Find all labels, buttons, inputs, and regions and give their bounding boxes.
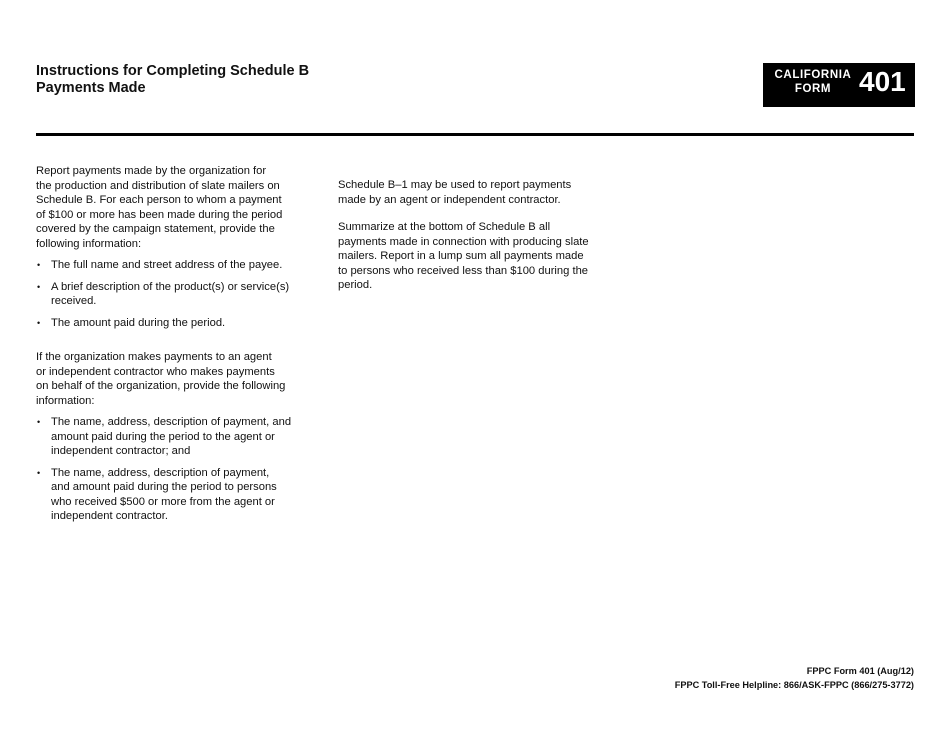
- summary-line: period.: [338, 279, 373, 291]
- schedule-b1-paragraph: [338, 178, 628, 207]
- intro-paragraph: [36, 164, 326, 251]
- bullet-line: independent contractor; and: [51, 445, 191, 457]
- right-column: [338, 178, 628, 293]
- bullet-dot: •: [37, 467, 41, 478]
- header-divider: [36, 133, 914, 136]
- form-number-badge: [763, 63, 915, 107]
- agent-line: on behalf of the organization, provide the following: [36, 380, 286, 392]
- intro-line: covered by the campaign statement, provide the: [36, 223, 275, 235]
- page-footer: [675, 664, 914, 692]
- intro-line: following information:: [36, 237, 142, 250]
- bullet-item: [36, 316, 326, 331]
- bullet-item: [36, 258, 326, 273]
- bullet-item: [36, 280, 326, 309]
- form-label-line-2: FORM: [794, 83, 832, 95]
- summary-line: to persons who received less than $100 during the: [338, 264, 589, 277]
- bullet-dot: •: [37, 260, 41, 270]
- bullet-line: The amount paid during the period.: [51, 316, 226, 329]
- agent-line: information:: [36, 394, 95, 407]
- form-version: FPPC Form 401 (Aug/12): [806, 666, 914, 676]
- intro-line: Report payments made by the organization for: [36, 165, 267, 177]
- form-label: [768, 68, 858, 96]
- summary-line: mailers. Report in a lump sum all payments made: [338, 250, 584, 262]
- summary-line: Summarize at the bottom of Schedule B all: [338, 221, 551, 233]
- bullet-line: The full name and street address of the payee.: [51, 259, 283, 271]
- schedule-b1-line: made by an agent or independent contractor.: [338, 193, 561, 206]
- bullet-line: and amount paid during the period to persons: [51, 481, 277, 493]
- agent-line: If the organization makes payments to an agent: [36, 351, 272, 363]
- helpline: FPPC Toll-Free Helpline: 866/ASK-FPPC (866/275-3772): [674, 680, 914, 690]
- bullet-line: independent contractor.: [51, 510, 168, 522]
- bullet-line: received.: [51, 295, 97, 307]
- bullet-dot: •: [37, 281, 41, 292]
- intro-line: the production and distribution of slate mailers on: [36, 179, 280, 192]
- intro-line: Schedule B. For each person to whom a payment: [36, 194, 282, 206]
- bullet-dot: •: [37, 417, 41, 427]
- form-label-line-1: CALIFORNIA: [774, 69, 852, 81]
- title-line-1: Instructions for Completing Schedule B: [36, 63, 310, 79]
- title-line-2: Payments Made: [36, 80, 146, 96]
- left-column: [36, 164, 326, 524]
- form-number: 401: [859, 66, 906, 97]
- bullet-line: who received $500 or more from the agent or: [51, 495, 275, 508]
- agent-paragraph: [36, 350, 326, 408]
- intro-line: of $100 or more has been made during the period: [36, 208, 283, 221]
- summary-line: payments made in connection with producing slate: [338, 235, 589, 248]
- bullet-dot: •: [37, 317, 41, 328]
- bullet-line: The name, address, description of payment, and: [51, 416, 292, 428]
- bullet-line: amount paid during the period to the agent or: [51, 430, 275, 443]
- bullet-item: [36, 415, 326, 459]
- schedule-b1-line: Schedule B–1 may be used to report payments: [338, 179, 572, 191]
- page-title: [36, 63, 309, 97]
- bullet-line: The name, address, description of payment,: [51, 466, 270, 479]
- agent-line: or independent contractor who makes payments: [36, 365, 275, 378]
- bullet-item: [36, 466, 326, 524]
- bullet-line: A brief description of the product(s) or service(s): [51, 280, 290, 293]
- summary-paragraph: [338, 220, 628, 293]
